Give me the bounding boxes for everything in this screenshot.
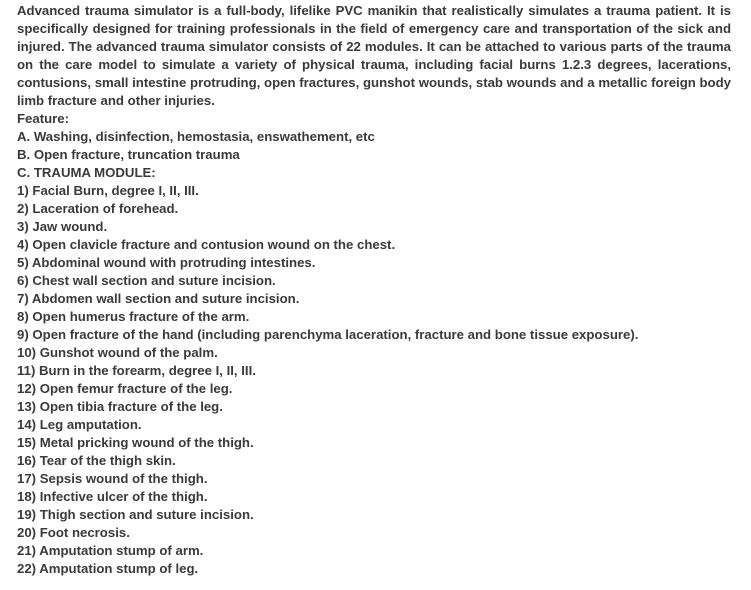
trauma-module-list [17, 182, 731, 578]
module-item: 21) Amputation stump of arm. [17, 543, 204, 558]
module-item: 11) Burn in the forearm, degree I, II, III. [17, 363, 256, 378]
module-item: 16) Tear of the thigh skin. [17, 453, 176, 468]
module-item: 7) Abdomen wall section and suture incision. [17, 291, 300, 306]
module-item: 2) Laceration of forehead. [17, 201, 179, 216]
module-item: 17) Sepsis wound of the thigh. [17, 471, 208, 486]
module-item: 18) Infective ulcer of the thigh. [17, 489, 208, 504]
feature-heading: Feature: [17, 111, 70, 126]
module-item: 19) Thigh section and suture incision. [17, 507, 254, 522]
feature-item-b: B. Open fracture, truncation trauma [17, 147, 240, 162]
module-item: 20) Foot necrosis. [17, 525, 130, 540]
module-item: 15) Metal pricking wound of the thigh. [17, 435, 254, 450]
module-item: 3) Jaw wound. [17, 219, 108, 234]
feature-item-c: C. TRAUMA MODULE: [17, 165, 156, 180]
module-item: 6) Chest wall section and suture incision. [17, 273, 276, 288]
module-item: 9) Open fracture of the hand (including parenchyma laceration, fracture and bone tissue exposure). [17, 327, 639, 342]
module-item: 10) Gunshot wound of the palm. [17, 345, 218, 360]
feature-item-a: A. Washing, disinfection, hemostasia, enswathement, etc [17, 129, 375, 144]
module-item: 5) Abdominal wound with protruding intestines. [17, 255, 316, 270]
module-item: 12) Open femur fracture of the leg. [17, 381, 233, 396]
product-description [17, 2, 731, 578]
module-item: 13) Open tibia fracture of the leg. [17, 399, 223, 414]
module-item: 1) Facial Burn, degree I, II, III. [17, 183, 199, 198]
module-item: 14) Leg amputation. [17, 417, 142, 432]
module-item: 8) Open humerus fracture of the arm. [17, 309, 250, 324]
intro-paragraph: Advanced trauma simulator is a full-body, lifelike PVC manikin that realistically simulates a trauma patient. It is specifically designed for training professionals in the field of emergency care and transportation of the sick and injured. The advanced trauma simulator consists of 22 modules. It can be attached to various parts of the trauma on the care model to simulate a variety of physical trauma, including facial burns 1.2.3 degrees, lacerations, contusions, small intestine protruding, open fractures, gunshot wounds, stab wounds and a metallic foreign body limb fracture and other injuries. [17, 3, 731, 108]
module-item: 4) Open clavicle fracture and contusion wound on the chest. [17, 237, 396, 252]
module-item: 22) Amputation stump of leg. [17, 561, 199, 576]
